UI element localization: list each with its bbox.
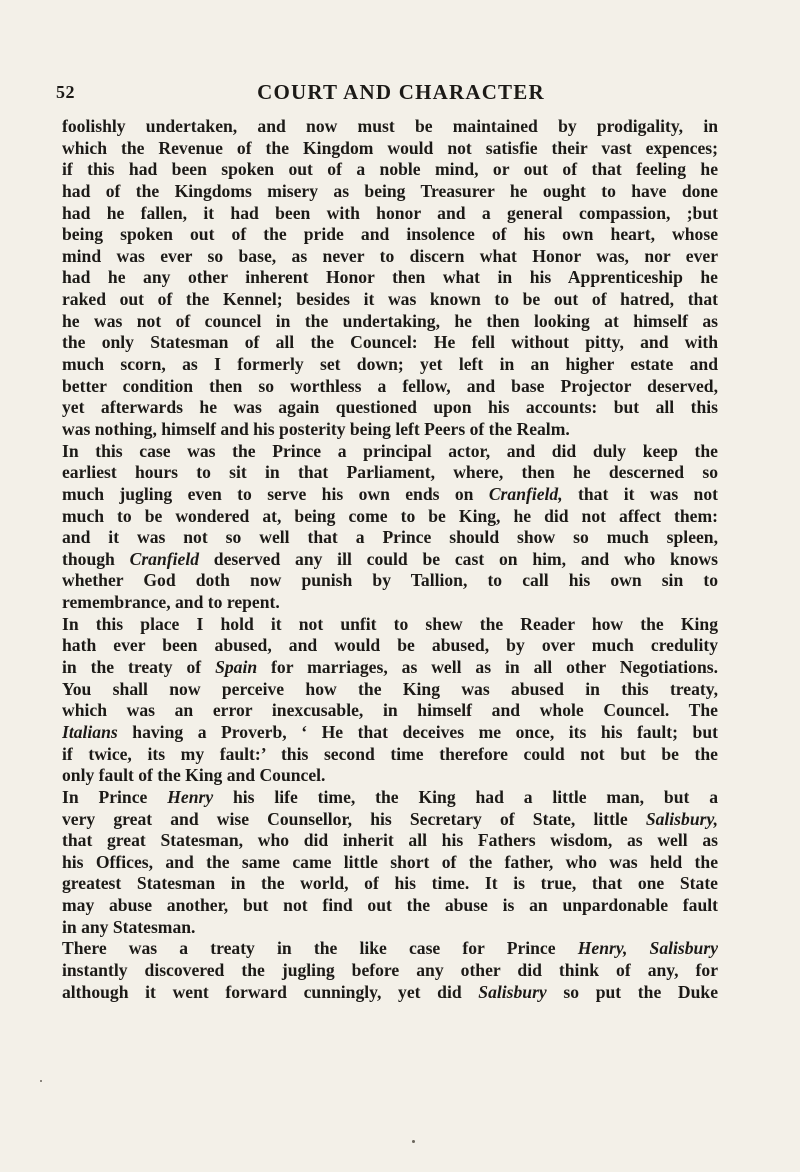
text-segment: had he fallen, it had been with honor and a general compassion, ;but — [62, 202, 718, 223]
text-segment: that it was not — [562, 483, 718, 504]
text-line — [62, 787, 718, 809]
page-number: 52 — [56, 82, 75, 102]
text-line — [62, 376, 718, 398]
text-line — [62, 938, 718, 960]
text-line — [62, 657, 718, 679]
text-line — [62, 506, 718, 528]
text-segment: yet afterwards he was again questioned upon his accounts: but all this — [62, 397, 718, 418]
running-title: COURT AND CHARACTER — [257, 80, 545, 104]
text-line — [62, 592, 718, 614]
italic-text: Italians — [62, 721, 118, 742]
text-segment: having a Proverb, ‘ He that deceives me once, its his fault; but — [117, 721, 718, 742]
text-segment: much jugling even to serve his own ends on — [62, 483, 489, 504]
paper-speck — [412, 1140, 415, 1143]
text-segment: better condition then so worthless a fellow, and base Projector deserved, — [62, 375, 718, 396]
italic-text: Cranfield — [129, 548, 199, 569]
text-segment: very great and wise Counsellor, his Secretary of State, little — [62, 808, 646, 829]
italic-text: Cranfield, — [488, 483, 563, 504]
text-line — [62, 809, 718, 831]
text-line — [62, 744, 718, 766]
italic-text: Salisbury — [478, 981, 547, 1002]
text-segment: In this place I hold it not unfit to shew the Reader how the King — [62, 613, 718, 634]
text-line — [62, 419, 718, 441]
text-segment: if this had been spoken out of a noble mind, or out of that feeling he — [62, 159, 718, 180]
text-segment: which was an error inexcusable, in himself and whole Councel. The — [62, 700, 718, 721]
text-line — [62, 332, 718, 354]
text-segment: You shall now perceive how the King was abused in this treaty, — [62, 678, 718, 699]
text-segment: for marriages, as well as in all other Negotiations. — [257, 657, 718, 678]
text-line — [62, 441, 718, 463]
text-line — [62, 138, 718, 160]
text-segment: raked out of the Kennel; besides it was known to be out of hatred, that — [62, 289, 718, 310]
text-segment: mind was ever so base, as never to discern what Honor was, nor ever — [62, 245, 718, 266]
text-line — [62, 873, 718, 895]
text-line — [62, 679, 718, 701]
text-segment: though — [62, 548, 130, 569]
text-line — [62, 852, 718, 874]
italic-text: Henry, Salisbury — [577, 938, 718, 959]
text-line — [62, 700, 718, 722]
body-text — [62, 116, 718, 1003]
text-line — [62, 311, 718, 333]
text-segment: hath ever been abused, and would be abused, by over much credulity — [62, 635, 718, 656]
text-segment: greatest Statesman in the world, of his time. It is true, that one State — [62, 873, 718, 894]
text-segment: remembrance, and to repent. — [62, 592, 280, 613]
text-line — [62, 635, 718, 657]
text-segment: although it went forward cunningly, yet did — [62, 981, 479, 1002]
text-line — [62, 224, 718, 246]
text-segment: earliest hours to sit in that Parliament, where, then he descerned so — [62, 462, 718, 483]
text-segment: which the Revenue of the Kingdom would not satisfie their vast expences; — [62, 137, 718, 158]
italic-text: Salisbury, — [645, 808, 718, 829]
text-segment: in any Statesman. — [62, 916, 196, 937]
text-segment: much scorn, as I formerly set down; yet left in an higher estate and — [62, 354, 718, 375]
text-line — [62, 614, 718, 636]
text-line — [62, 267, 718, 289]
text-line — [62, 484, 718, 506]
text-segment: if twice, its my fault:’ this second time therefore could not but be the — [62, 743, 718, 764]
text-segment: In Prince — [62, 786, 168, 807]
text-segment: had he any other inherent Honor then what in his Apprenticeship he — [62, 267, 718, 288]
text-line — [62, 527, 718, 549]
text-segment: so put the Duke — [546, 981, 718, 1002]
text-line — [62, 462, 718, 484]
text-segment: whether God doth now punish by Tallion, to call his own sin to — [62, 570, 718, 591]
paper-speck — [40, 1080, 42, 1082]
text-line — [62, 549, 718, 571]
text-line — [62, 203, 718, 225]
text-segment: his life time, the King had a little man, but a — [213, 786, 718, 807]
text-segment: the only Statesman of all the Councel: He fell without pitty, and with — [62, 332, 718, 353]
text-line — [62, 181, 718, 203]
text-segment: that great Statesman, who did inherit all his Fathers wisdom, as well as — [62, 830, 718, 851]
text-segment: foolishly undertaken, and now must be maintained by prodigality, in — [62, 116, 718, 136]
text-line — [62, 765, 718, 787]
text-segment: his Offices, and the same came little short of the father, who was held the — [62, 851, 718, 872]
italic-text: Spain — [215, 657, 258, 678]
text-segment: deserved any ill could be cast on him, and who knows — [199, 548, 718, 569]
text-line — [62, 397, 718, 419]
text-segment: only fault of the King and Councel. — [62, 765, 326, 786]
text-line — [62, 246, 718, 268]
text-segment: much to be wondered at, being come to be King, he did not affect them: — [62, 505, 718, 526]
text-line — [62, 354, 718, 376]
italic-text: Henry — [167, 786, 214, 807]
text-segment: in the treaty of — [62, 657, 216, 678]
text-line — [62, 960, 718, 982]
text-segment: being spoken out of the pride and insolence of his own heart, whose — [62, 224, 718, 245]
text-line — [62, 895, 718, 917]
text-segment: In this case was the Prince a principal actor, and did duly keep the — [62, 440, 718, 461]
text-segment: had of the Kingdoms misery as being Treasurer he ought to have done — [62, 180, 718, 201]
text-line — [62, 159, 718, 181]
running-head — [56, 78, 706, 108]
text-line — [62, 917, 718, 939]
text-segment: he was not of councel in the undertaking, he then looking at himself as — [62, 310, 718, 331]
text-line — [62, 289, 718, 311]
text-line — [62, 830, 718, 852]
text-line — [62, 570, 718, 592]
text-segment: and it was not so well that a Prince should show so much spleen, — [62, 527, 718, 548]
text-segment: was nothing, himself and his posterity being left Peers of the Realm. — [62, 418, 570, 439]
text-segment: There was a treaty in the like case for Prince — [62, 938, 578, 959]
text-line — [62, 982, 718, 1004]
text-segment: instantly discovered the jugling before any other did think of any, for — [62, 959, 718, 980]
text-segment: may abuse another, but not find out the abuse is an unpardonable fault — [62, 895, 718, 916]
text-line — [62, 722, 718, 744]
text-line — [62, 116, 718, 138]
